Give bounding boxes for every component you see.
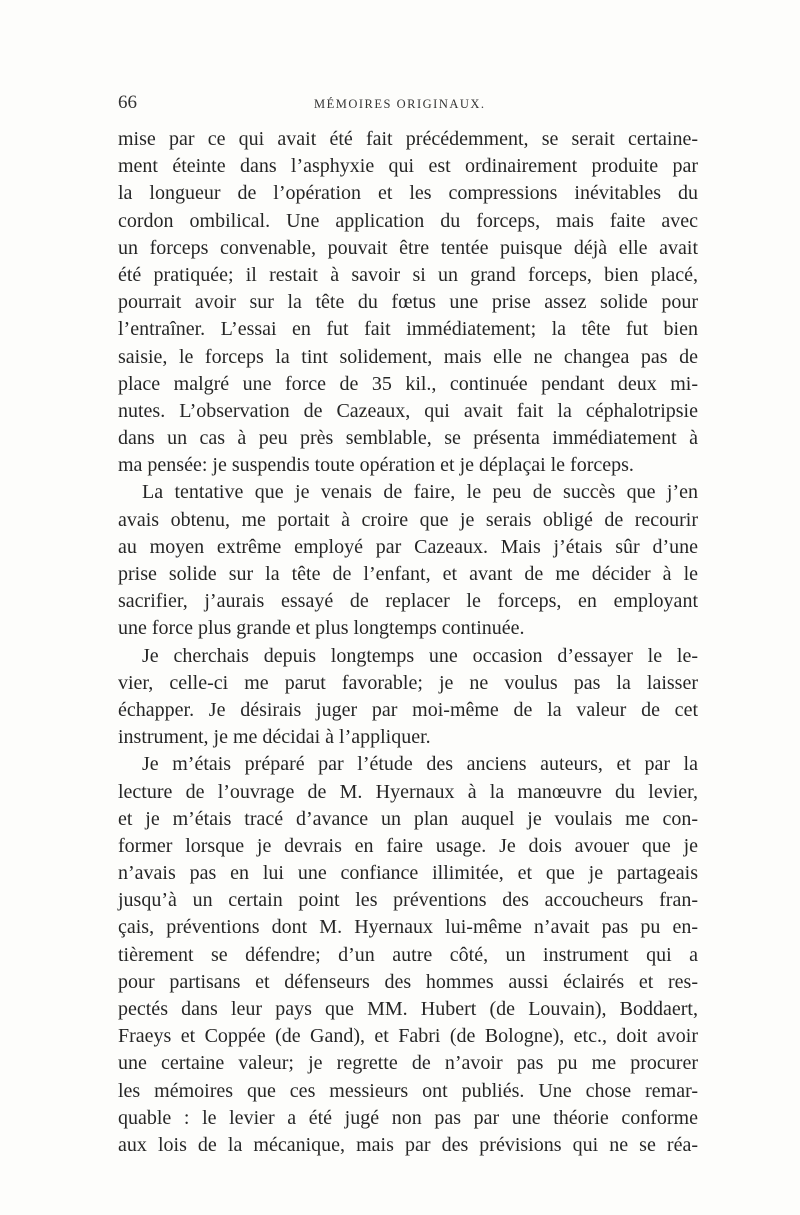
text-line: lecture de l’ouvrage de M. Hyernaux à la manœuvre du levier, — [118, 780, 698, 803]
text-line: vier, celle-ci me parut favorable; je ne voulus pas la laisser — [118, 671, 698, 694]
paragraph-start-line: La tentative que je venais de faire, le peu de succès que j’en — [142, 481, 698, 504]
text-line: quable : le levier a été jugé non pas par une théorie conforme — [118, 1106, 698, 1129]
text-line: ma pensée: je suspendis toute opération et je déplaçai le forceps. — [118, 454, 634, 477]
text-line: au moyen extrême employé par Cazeaux. Mais j’étais sûr d’une — [118, 535, 698, 558]
running-head: MÉMOIRES ORIGINAUX. — [314, 97, 486, 111]
text-line: mise par ce qui avait été fait précédemment, se serait certaine- — [118, 128, 698, 150]
text-line: l’entraîner. L’essai en fut fait immédiatement; la tête fut bien — [118, 318, 698, 341]
text-line: dans un cas à peu près semblable, se présenta immédiatement à — [118, 427, 698, 450]
text-line: n’avais pas en lui une confiance illimitée, et que je partageais — [118, 862, 698, 885]
text-line: jusqu’à un certain point les préventions des accoucheurs fran- — [118, 889, 698, 912]
text-line: et je m’étais tracé d’avance un plan auquel je voulais me con- — [118, 807, 698, 830]
text-line: tièrement se défendre; d’un autre côté, un instrument qui a — [118, 943, 698, 966]
page-header — [118, 92, 692, 122]
text-line: pectés dans leur pays que MM. Hubert (de Louvain), Boddaert, — [118, 998, 698, 1020]
body-text — [118, 126, 698, 1159]
text-line: nutes. L’observation de Cazeaux, qui avait fait la céphalotripsie — [118, 399, 698, 422]
text-line: pour partisans et défenseurs des hommes aussi éclairés et res- — [118, 970, 698, 993]
text-line: ment éteinte dans l’asphyxie qui est ordinairement produite par — [118, 155, 698, 178]
text-line: échapper. Je désirais juger par moi-même de la valeur de cet — [118, 698, 698, 721]
text-line: çais, préventions dont M. Hyernaux lui-même n’avait pas pu en- — [118, 916, 698, 939]
text-line: place malgré une force de 35 kil., continuée pendant deux mi- — [118, 372, 698, 395]
text-line: une force plus grande et plus longtemps continuée. — [118, 617, 525, 640]
text-line: saisie, le forceps la tint solidement, mais elle ne changea pas de — [118, 345, 698, 368]
page-number: 66 — [118, 92, 137, 113]
text-line: la longueur de l’opération et les compressions inévitables du — [118, 182, 698, 205]
paragraph-start-line: Je cherchais depuis longtemps une occasion d’essayer le le- — [142, 644, 698, 667]
text-line: Fraeys et Coppée (de Gand), et Fabri (de Bologne), etc., doit avoir — [118, 1025, 698, 1048]
text-line: cordon ombilical. Une application du forceps, mais faite avec — [118, 209, 698, 232]
text-line: un forceps convenable, pouvait être tentée puisque déjà elle avait — [118, 236, 698, 259]
text-line: une certaine valeur; je regrette de n’avoir pas pu me procurer — [118, 1052, 698, 1075]
text-line: aux lois de la mécanique, mais par des prévisions qui ne se réa- — [118, 1133, 698, 1156]
text-line: sacrifier, j’aurais essayé de replacer le forceps, en employant — [118, 590, 698, 613]
text-line: été pratiquée; il restait à savoir si un grand forceps, bien placé, — [118, 263, 698, 286]
text-line: avais obtenu, me portait à croire que je serais obligé de recourir — [118, 508, 698, 531]
paragraph-start-line: Je m’étais préparé par l’étude des anciens auteurs, et par la — [142, 753, 698, 776]
text-line: former lorsque je devrais en faire usage. Je dois avouer que je — [118, 834, 698, 857]
text-line: pourrait avoir sur la tête du fœtus une prise assez solide pour — [118, 291, 698, 314]
text-line: les mémoires que ces messieurs ont publiés. Une chose remar- — [118, 1079, 698, 1102]
text-line: prise solide sur la tête de l’enfant, et avant de me décider à le — [118, 563, 698, 585]
text-line: instrument, je me décidai à l’appliquer. — [118, 726, 431, 749]
